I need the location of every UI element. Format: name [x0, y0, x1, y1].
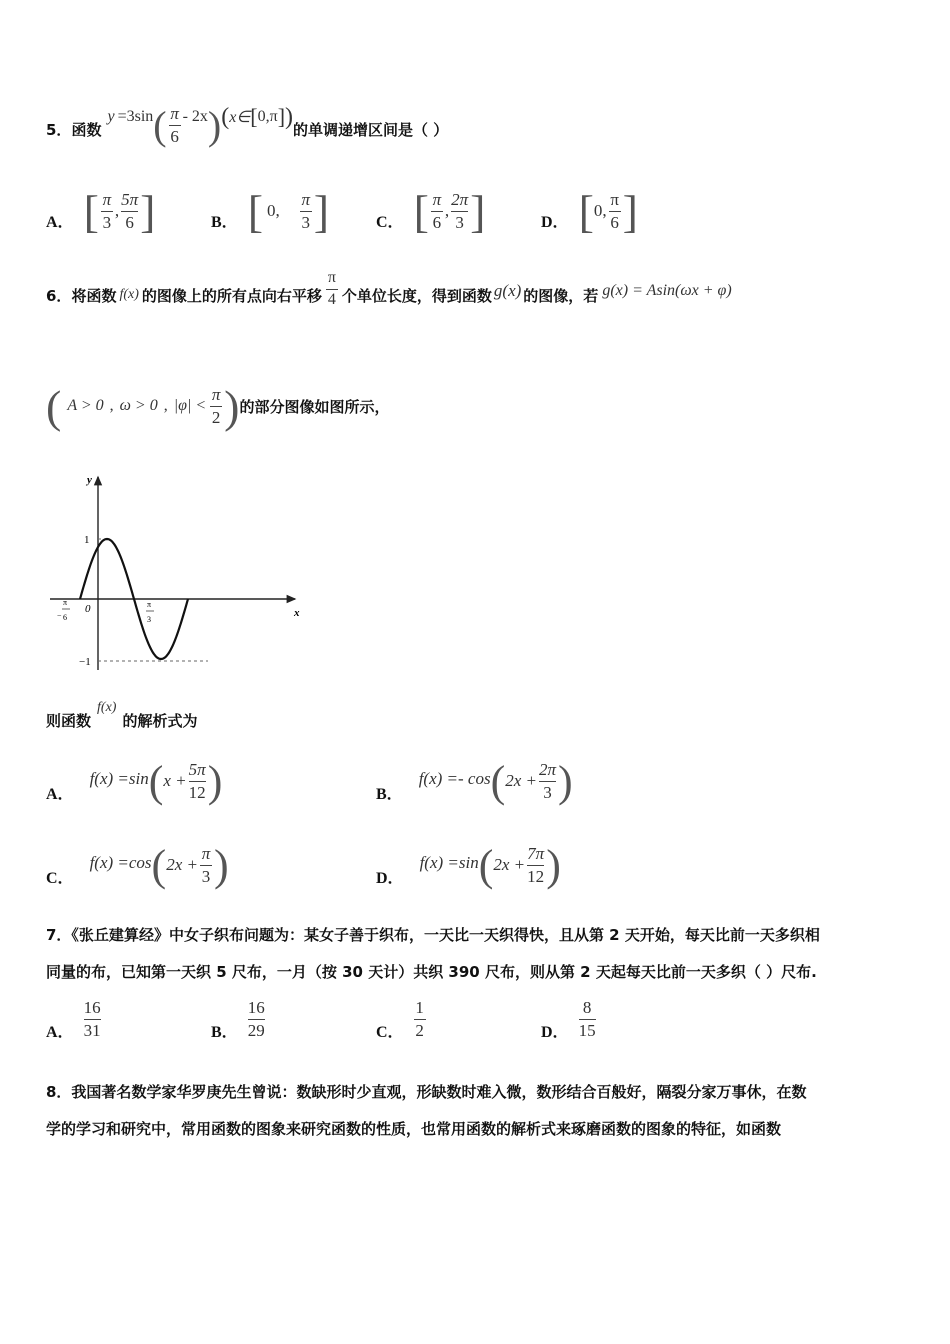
- q5-option-d-open: [: [578, 185, 594, 237]
- graph-tick-left-den: 6: [63, 613, 67, 622]
- q7-option-c-num: 1: [415, 997, 424, 1017]
- q7-option-d[interactable]: [541, 994, 598, 1044]
- q5-option-c-n1: π: [432, 189, 442, 209]
- q5-option-a-open: [: [83, 185, 99, 237]
- q6-option-a-lhs: f(x) =sin: [89, 769, 149, 788]
- graph-tick-left-sign: −: [57, 611, 62, 620]
- q5-option-b-open: [: [247, 185, 264, 237]
- q5-frac: [169, 105, 181, 146]
- q5-option-a-n1: π: [102, 189, 112, 209]
- q6-option-c-num: π: [201, 843, 211, 863]
- q5-y: y: [107, 108, 115, 125]
- q6-text-3: 个单位长度，得到函数: [341, 286, 492, 305]
- q7-option-c-letter: C．: [376, 1023, 404, 1041]
- q5-eq: =3sin: [117, 108, 154, 125]
- q6-option-c[interactable]: C． f(x) =cos ( 2x + $\frac{\pi}{3}$ ): [46, 840, 229, 890]
- q6-ask-text-1: 则函数: [46, 711, 92, 730]
- q7-option-d-num: 8: [582, 997, 592, 1017]
- q5-option-c[interactable]: [376, 186, 486, 236]
- q7-option-b-letter: B．: [211, 1023, 238, 1041]
- q5-option-d-lead: 0,: [593, 201, 607, 220]
- q6-cond-num: π: [211, 384, 221, 404]
- q6-option-b[interactable]: B． f(x) =- cos ( 2x + $\frac{2\pi}{3}$ ): [376, 756, 573, 806]
- q6-option-d-lhs: f(x) =sin: [419, 853, 479, 872]
- graph-tick-right-num: π: [147, 600, 152, 609]
- q7-option-a-letter: A．: [46, 1023, 74, 1041]
- q8-line1: 8．我国著名数学家华罗庚先生曾说：数缺形时少直观，形缺数时难入微，数形结合百般好，隔裂分家万事休，在数: [46, 1083, 807, 1101]
- q6-option-a-inner: x +: [163, 771, 187, 790]
- q6-option-d-letter: D．: [376, 869, 404, 887]
- q7-option-d-letter: D．: [541, 1023, 569, 1041]
- graph-origin: 0: [85, 603, 91, 615]
- q6-option-c-inner: 2x +: [166, 855, 198, 874]
- q5-option-a-sep: ,: [114, 201, 120, 220]
- q7-option-d-den: 15: [578, 1020, 596, 1040]
- q6-number: 6．: [46, 286, 72, 305]
- q6-cond-w: ω > 0: [119, 397, 158, 414]
- q7-option-b-den: 29: [247, 1020, 265, 1040]
- q7-line1: 7．《张丘建算经》中女子织布问题为：某女子善于织布，一天比一天织得快，且从第 2 天开始，每天比前一天多织相: [46, 926, 820, 944]
- q5-option-b-letter: B．: [211, 213, 238, 231]
- q6-option-b-letter: B．: [376, 785, 403, 803]
- q6-option-c-den: 3: [201, 866, 211, 886]
- q5-option-b[interactable]: [211, 186, 329, 236]
- q8-line2: 学的学习和研究中，常用函数的图象来研究函数的性质，也常用函数的解析式来琢磨函数的图象的特征，如函数: [46, 1120, 782, 1138]
- q6-option-b-num: 2π: [539, 759, 557, 779]
- q5-minus2x: - 2x: [182, 108, 208, 125]
- q6-stem-line1: [46, 270, 732, 320]
- q5-option-c-d1: 6: [432, 212, 442, 232]
- q6-cond-a: A > 0: [67, 397, 104, 414]
- q6-option-a-num: 5π: [188, 759, 206, 779]
- q5-option-d-n2: π: [610, 189, 619, 209]
- q6-g-formula: g(x) = Asin(ωx + φ): [602, 282, 732, 299]
- q7-option-b[interactable]: [211, 994, 267, 1044]
- q6-shift-den: 4: [327, 290, 336, 308]
- q6-option-a[interactable]: A． f(x) =sin ( x + $\frac{5\pi}{12}$ ): [46, 756, 223, 806]
- q7-option-a-num: 16: [83, 997, 101, 1017]
- q5-option-a[interactable]: [46, 186, 156, 236]
- q6-gx: g(x): [493, 281, 522, 300]
- q5-option-c-n2: 2π: [451, 189, 469, 209]
- q5-option-d-letter: D．: [541, 213, 569, 231]
- q6-cond-den: 2: [211, 407, 221, 427]
- q5-option-c-close: ]: [470, 185, 486, 237]
- q6-shift-num: π: [327, 268, 336, 286]
- q5-number: 5．: [46, 120, 72, 139]
- q6-ask-fx: f(x): [97, 700, 117, 715]
- q6-cond-phi: |φ| <: [173, 397, 207, 414]
- graph-tick-left-num: π: [63, 598, 68, 607]
- q6-fx: f(x): [119, 287, 139, 302]
- q5-option-b-close: ]: [313, 185, 330, 237]
- q6-ask: [46, 694, 197, 734]
- q6-text-5: 的部分图像如图所示，: [239, 397, 390, 416]
- q5-option-d-close: ]: [622, 185, 638, 237]
- q5-option-c-sep: ,: [444, 201, 450, 220]
- q7-option-a-den: 31: [83, 1020, 101, 1040]
- q5-option-c-letter: C．: [376, 213, 404, 231]
- q7-option-b-num: 16: [247, 997, 265, 1017]
- graph-tick-one: 1: [84, 534, 90, 546]
- q6-option-d-inner: 2x +: [493, 855, 526, 874]
- q6-option-b-den: 3: [543, 782, 552, 802]
- graph-tick-right-den: 3: [147, 615, 151, 624]
- q6-option-c-letter: C．: [46, 869, 74, 887]
- q5-option-d-d2: 6: [610, 212, 619, 232]
- q7-option-c-den: 2: [415, 1020, 424, 1040]
- q5-option-a-d2: 6: [125, 212, 134, 232]
- q6-option-c-lhs: f(x) =cos: [89, 853, 152, 872]
- q5-tail: 的单调递增区间是（ ）: [293, 120, 449, 139]
- graph-tick-minus-one: −1: [79, 656, 91, 668]
- q6-text-2: 的图像上的所有点向右平移: [141, 286, 322, 305]
- q5-option-a-close: ]: [140, 185, 156, 237]
- q6-text-1: 将函数: [71, 286, 117, 305]
- q5-label: 函数: [71, 120, 102, 139]
- q5-domain-range: 0,π: [257, 108, 278, 125]
- q6-ask-text-2: 的解析式为: [122, 711, 198, 730]
- q7-option-c[interactable]: [376, 994, 428, 1044]
- q5-option-a-d1: 3: [102, 212, 112, 232]
- q7-option-a[interactable]: [46, 994, 103, 1044]
- q6-option-d[interactable]: D． f(x) =sin ( 2x + $\frac{7\pi}{12}$ ): [376, 840, 561, 890]
- q5-option-b-d2: 3: [301, 212, 311, 232]
- q6-graph: [40, 465, 310, 680]
- graph-y-label: y: [87, 474, 92, 486]
- q6-option-d-num: 7π: [527, 843, 545, 863]
- q5-domain-x: x∈: [229, 109, 251, 126]
- q5-option-c-d2: 3: [455, 212, 464, 232]
- q5-option-b-n2: π: [301, 189, 311, 209]
- q6-option-a-letter: A．: [46, 785, 74, 803]
- q5-option-a-letter: A．: [46, 213, 74, 231]
- q6-option-d-den: 12: [527, 866, 545, 886]
- q6-option-b-inner: 2x +: [505, 771, 538, 790]
- q5-option-b-lead: 0,: [267, 201, 280, 220]
- q6-stem-line2: ( A > 0 , ω > 0 , |φ| < $\frac{\pi}{2}$ ) 的部分图像如图所示，: [46, 380, 390, 432]
- q5-stem: 5． 函数 y =3sin ( $\frac{\pi}{6}$ - 2x ) ( x∈ [ 0,π ] ) 的单调递增区间是（ ）: [46, 102, 449, 148]
- q6-option-a-den: 12: [188, 782, 206, 802]
- q5-option-c-open: [: [413, 185, 429, 237]
- q5-option-d[interactable]: [541, 186, 638, 236]
- q6-text-4: 的图像，若: [523, 286, 599, 305]
- q5-frac-num: π: [170, 103, 179, 123]
- graph-x-label: x: [294, 607, 300, 619]
- q5-option-a-n2: 5π: [121, 189, 139, 209]
- q7-line2: 同量的布，已知第一天织 5 尺布，一月（按 30 天计）共织 390 尺布，则从第 2 天起每天比前一天多织（ ）尺布.: [46, 963, 817, 981]
- q5-frac-den: 6: [170, 126, 179, 146]
- q6-option-b-lhs: f(x) =- cos: [418, 769, 491, 788]
